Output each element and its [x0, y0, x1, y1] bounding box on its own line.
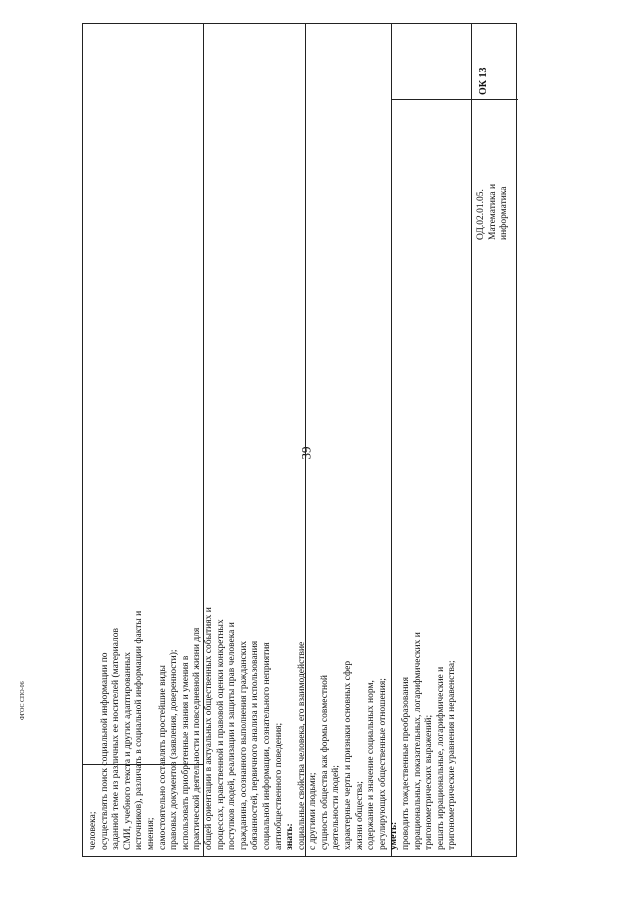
text-line: социальной информации, сознательного неприятия [261, 642, 272, 850]
column-divider [471, 24, 472, 856]
discipline-code: ОД.02.01.05. [476, 189, 486, 240]
section-heading-know: знать: [285, 823, 296, 850]
text-line: тригонометрических выражений; [424, 714, 435, 850]
text-line: социальные свойства человека, его взаимодействие [296, 641, 307, 850]
text-line: осуществлять поиск социальной информации по [99, 652, 110, 850]
text-line: поступков людей, реализации и защиты прав человека и [227, 622, 238, 850]
requirements-text [88, 30, 459, 850]
text-line: обязанностей, первичного анализа и использования [250, 640, 261, 850]
text-line: содержание и значение социальных норм, [366, 680, 377, 850]
text-line: решать иррациональные, логарифмические и [435, 666, 446, 850]
text-line: жизни общества; [354, 781, 365, 850]
text-line: самостоятельно составлять простейшие виды [157, 665, 168, 850]
section-heading-can: уметь: [389, 821, 400, 850]
competency-code: ОК 13 [478, 67, 489, 95]
text-line: практической деятельности и повседневной жизни для [192, 627, 203, 850]
text-line: заданной теме из различных ее носителей (материалов [111, 627, 122, 850]
text-line: тригонометрические уравнения и неравенства; [447, 660, 458, 850]
text-line: антиобщественного поведения; [273, 722, 284, 850]
text-line: процессах, нравственной и правовой оценки конкретных [215, 619, 226, 850]
text-line: источников), различать в социальной информации факты и [134, 610, 145, 850]
discipline-name: информатика [499, 186, 509, 240]
text-line: СМИ, учебного текста и других адаптированных [122, 651, 133, 850]
text-line: деятельности людей; [331, 765, 342, 850]
text-line: использовать приобретенные знания и умения в [180, 655, 191, 850]
row-divider [471, 99, 518, 100]
text-line: мнения; [145, 817, 156, 850]
text-line: человека; [88, 811, 98, 850]
text-line: иррациональных, показательных, логарифмических и [412, 632, 423, 850]
footer-code: ФГОС СПО-06 [20, 681, 26, 720]
text-line: характерные черты и признаки основных сфер [343, 660, 354, 850]
text-line: правовых документов (заявления, доверенности); [169, 649, 180, 850]
text-line: сущность общества как формы совместной [319, 675, 330, 850]
page-number: 39 [298, 446, 314, 460]
text-line: проводить тождественные преобразования [401, 677, 412, 850]
text-line: регулирующих общественные отношения; [377, 678, 388, 850]
text-line: с другими людьми; [308, 772, 319, 850]
discipline-cell [476, 184, 511, 240]
discipline-name: Математика и [487, 183, 498, 240]
text-line: общей ориентации в актуальных общественных событиях и [203, 607, 214, 850]
text-line: гражданина, осознанного выполнения гражданских [238, 640, 249, 850]
